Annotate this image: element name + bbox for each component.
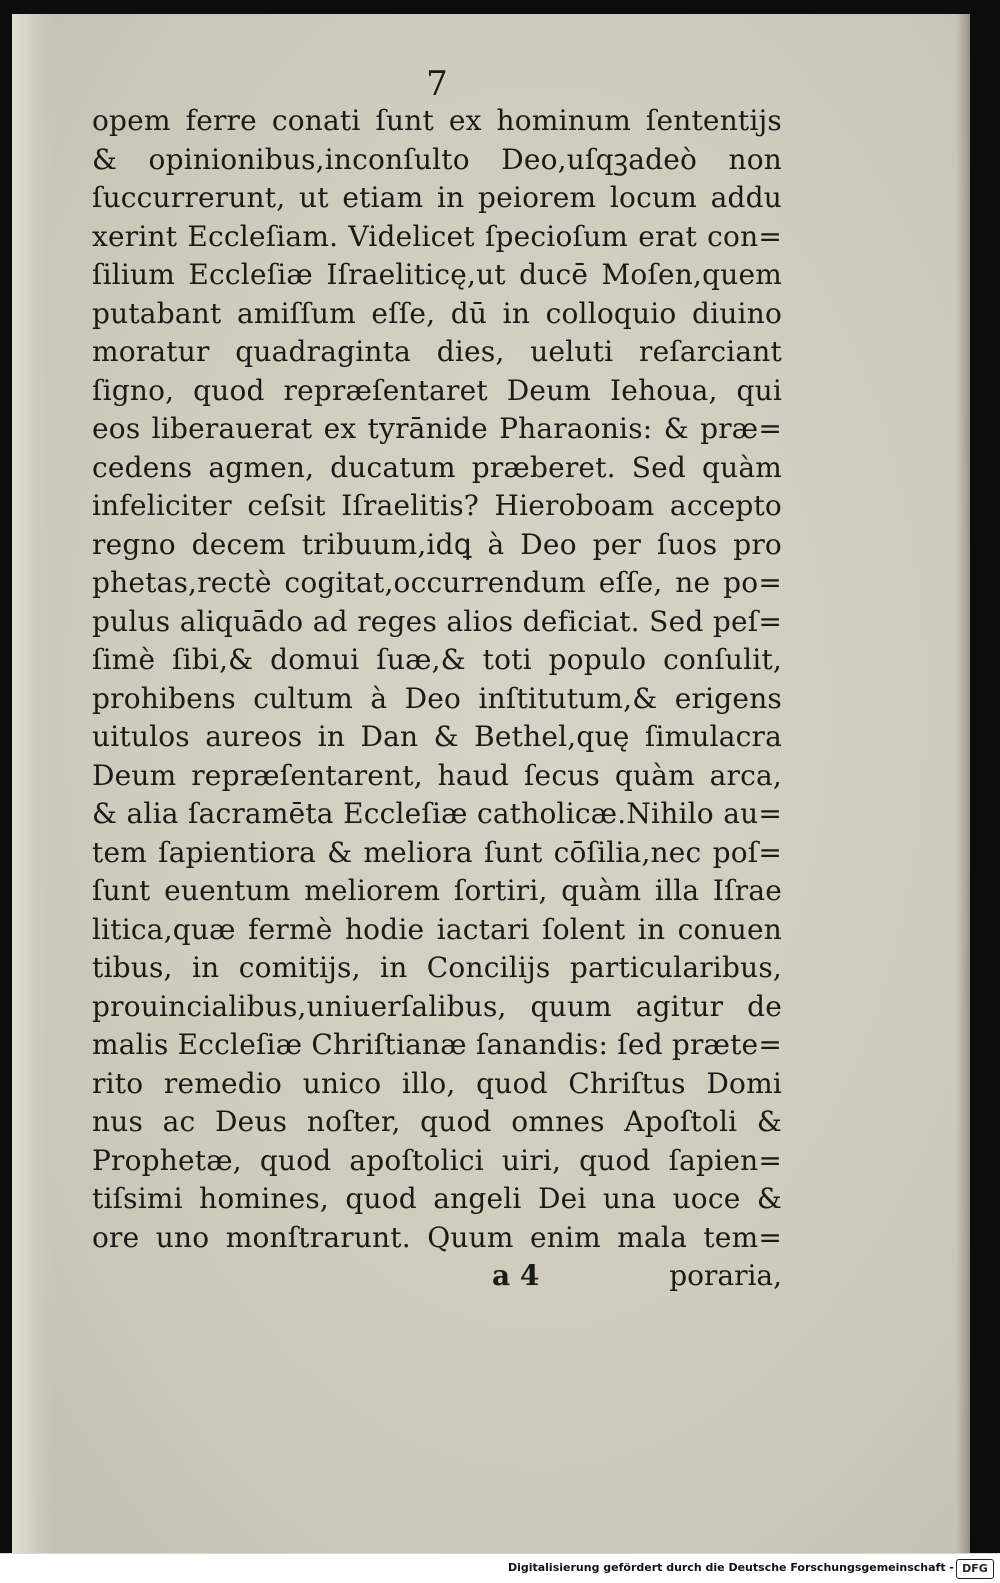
text-line: ſilium Eccleſiæ Iſraeliticę,ut ducē Moſen,quem bbox=[92, 258, 782, 291]
text-line: ſimè ſibi,& domui ſuæ,& toti populo conſulit, bbox=[92, 643, 782, 676]
digitization-footer bbox=[0, 1553, 1000, 1583]
text-line: cedens agmen, ducatum præberet. Sed quàm bbox=[92, 450, 782, 484]
text-line: ſigno, quod repræſentaret Deum Iehoua, qui bbox=[92, 373, 782, 407]
text-line: uitulos aureos in Dan & Bethel,quę ſimulacra bbox=[92, 720, 782, 753]
text-line: putabant amiſſum eſſe, dū in colloquio diuino bbox=[92, 296, 782, 330]
page-gutter bbox=[12, 14, 52, 1554]
text-line: eos liberauerat ex tyrānide Pharaonis: & præ= bbox=[92, 412, 782, 445]
text-line: & opinionibus,inconſulto Deo,uſqꝫadeò non bbox=[92, 142, 782, 176]
text-line: ore uno monſtrarunt. Quum enim mala tem= bbox=[92, 1220, 782, 1254]
text-line: opem ferre conati ſunt ex hominum ſententijs bbox=[92, 104, 782, 137]
text-line: Deum repræſentarent, haud ſecus quàm arca, bbox=[92, 758, 782, 792]
catchline bbox=[92, 1259, 782, 1297]
text-line: prohibens cultum à Deo inſtitutum,& erigens bbox=[92, 681, 782, 715]
book-page bbox=[12, 14, 970, 1554]
text-line: tem ſapientiora & meliora ſunt cōſilia,nec poſ= bbox=[92, 835, 782, 869]
text-line: ſuccurrerunt, ut etiam in peiorem locum addu bbox=[92, 181, 782, 214]
text-line: regno decem tribuum,idꝗ à Deo per ſuos pro bbox=[92, 527, 782, 561]
text-line: infeliciter ceſsit Iſraelitis? Hieroboam accepto bbox=[92, 489, 782, 522]
text-line: rito remedio unico illo, quod Chriſtus Domi bbox=[92, 1066, 782, 1100]
text-line: xerint Eccleſiam. Videlicet ſpecioſum erat con= bbox=[92, 219, 782, 253]
text-line: pulus aliquādo ad reges alios deficiat. Sed peſ= bbox=[92, 604, 782, 638]
text-line: ſunt euentum meliorem ſortiri, quàm illa Iſrae bbox=[92, 874, 782, 907]
text-line: moratur quadraginta dies, ueluti reſarciant bbox=[92, 335, 782, 368]
text-line: Prophetæ, quod apoſtolici uiri, quod ſapien= bbox=[92, 1143, 782, 1177]
catchword: poraria, bbox=[669, 1259, 782, 1292]
page-number: 7 bbox=[426, 64, 448, 104]
dfg-logo: DFG bbox=[956, 1559, 994, 1579]
text-line: tiſsimi homines, quod angeli Dei una uoce & bbox=[92, 1182, 782, 1215]
body-text bbox=[92, 102, 782, 1257]
signature-mark: a 4 bbox=[492, 1259, 540, 1292]
funding-credit: Digitalisierung gefördert durch die Deutsche Forschungsgemeinschaft - bbox=[507, 1561, 954, 1574]
text-line: litica,quæ fermè hodie iactari ſolent in conuen bbox=[92, 912, 782, 946]
text-line: nus ac Deus noſter, quod omnes Apoſtoli & bbox=[92, 1105, 782, 1138]
page-edge-shadow bbox=[956, 14, 970, 1554]
text-line: & alia ſacramēta Eccleſiæ catholicæ.Nihilo au= bbox=[92, 797, 782, 830]
text-line: phetas,rectè cogitat,occurrendum eſſe, ne po= bbox=[92, 566, 782, 599]
text-line: prouincialibus,uniuerſalibus, quum agitur de bbox=[92, 989, 782, 1023]
text-line: tibus, in comitijs, in Concilijs particularibus, bbox=[92, 951, 782, 984]
text-line: malis Eccleſiæ Chriſtianæ ſanandis: ſed præte= bbox=[92, 1028, 782, 1061]
